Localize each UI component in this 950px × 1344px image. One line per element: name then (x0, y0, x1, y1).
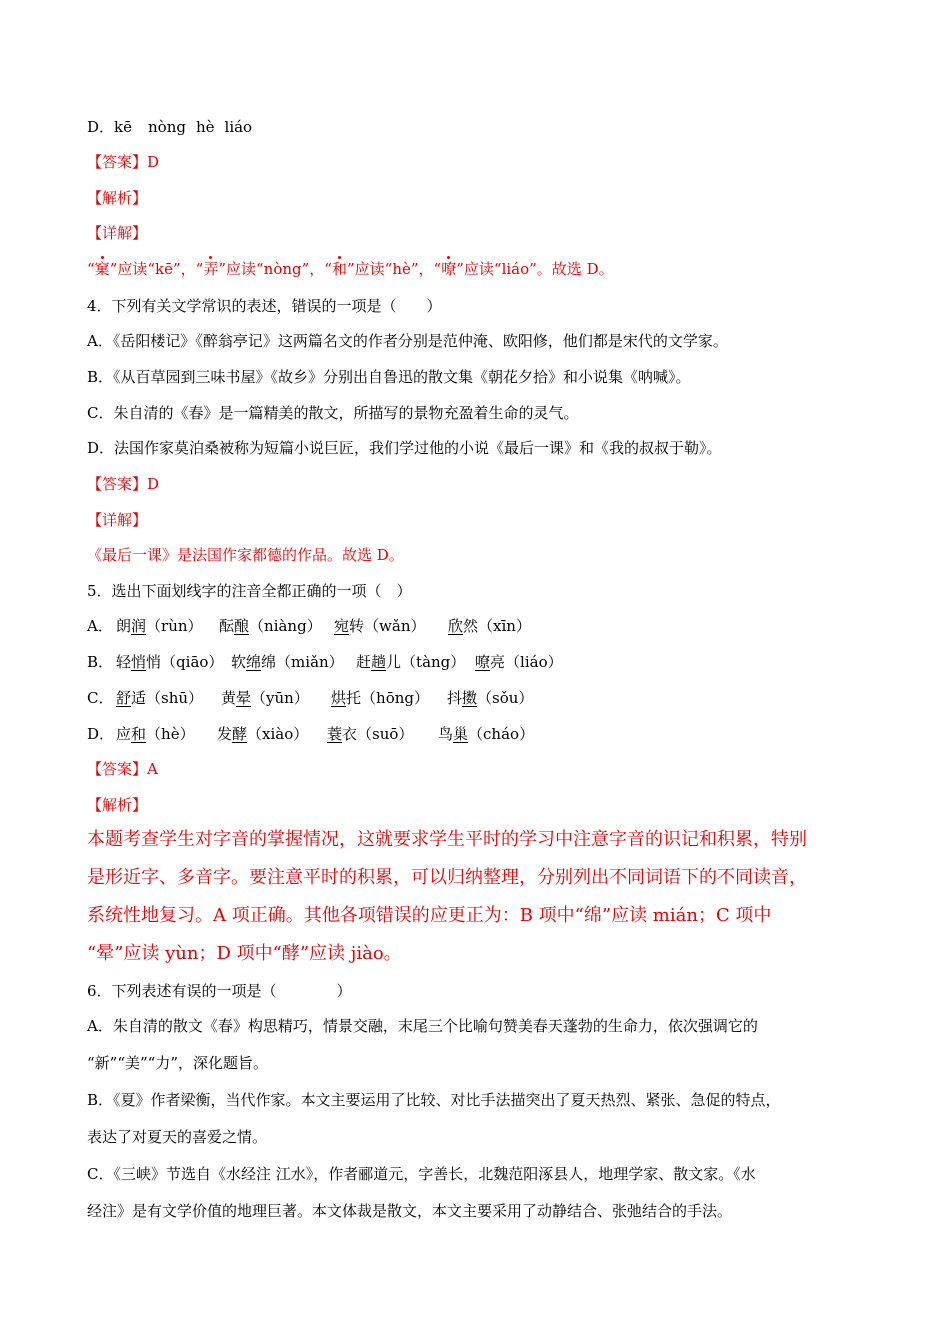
option-item: 抖擞（sǒu） (447, 689, 534, 707)
option-label: C． (87, 689, 114, 707)
q6-stem: 6．下列表述有误的一项是（ ） (87, 982, 352, 1000)
option-item: 舒适（shū） (116, 689, 204, 707)
option-item: 软绵绵（miǎn） (231, 653, 344, 671)
q3-option-d (87, 117, 252, 137)
q5-stem: 5．选出下面划线字的注音全都正确的一项（ ） (87, 582, 412, 600)
q6-line: A．朱自清的散文《春》构思精巧，情景交融，末尾三个比喻句赞美春天蓬勃的生命力，依次强调它的 (87, 1017, 758, 1035)
q6-line: 经注》是有文学价值的地理巨著。本文体裁是散文，本文主要采用了动静结合、张弛结合的手法。 (87, 1202, 733, 1220)
detail-text: ”应读“kē”，“ (109, 260, 204, 278)
q5-option-b (87, 652, 563, 672)
pinyin: hè (195, 118, 215, 136)
q5-analysis-line: “晕”应读 yùn；D 项中“酵”应读 jiào。 (87, 943, 402, 964)
option-item: 应和（hè） (116, 725, 195, 743)
dotted-char: 嘹 (441, 260, 457, 278)
detail-text: ”应读“hè”，“ (347, 260, 442, 278)
option-label: A． (87, 617, 113, 635)
option-item: 鸟巢（cháo） (438, 725, 535, 743)
q5-analysis-line: 系统性地复习。A 项正确。其他各项错误的应更正为：B 项中“绵”应读 mián；C 项中 (87, 905, 772, 926)
q4-answer: 【答案】D (87, 475, 160, 493)
option-item: 酝酿（niàng） (219, 617, 322, 635)
q4-detail: 《最后一课》是法国作家都德的作品。故选 D。 (87, 546, 404, 564)
option-item: 黄晕（yūn） (221, 689, 309, 707)
q4-stem: 4．下列有关文学常识的表述，错误的一项是（ ） (87, 297, 442, 315)
q6-line: B．《夏》作者梁衡，当代作家。本文主要运用了比较、对比手法描突出了夏天热烈、紧张、急促的特点， (87, 1091, 781, 1109)
option-label: B． (87, 653, 114, 671)
option-item: 欣然（xīn） (448, 617, 531, 635)
option-label: D． (87, 118, 115, 136)
q5-analysis-line: 是形近字、多音字。要注意平时的积累，可以归纳整理，分别列出不同词语下的不同读音， (87, 867, 807, 888)
option-item: 轻悄悄（qiāo） (116, 653, 224, 671)
q3-answer: 【答案】D (87, 153, 160, 171)
option-item: 嘹亮（liáo） (475, 653, 563, 671)
q4-option-a: A．《岳阳楼记》《醉翁亭记》这两篇名文的作者分别是范仲淹、欧阳修，他们都是宋代的文学家。 (87, 332, 728, 350)
detail-text: ”应读“nòng”，“ (218, 260, 332, 278)
dotted-char: 和 (331, 260, 347, 278)
q4-option-b: B．《从百草园到三味书屋》《故乡》分别出自鲁迅的散文集《朝花夕拾》和小说集《呐喊》。 (87, 368, 691, 386)
dotted-char: 窠 (94, 260, 110, 278)
detail-text: “ (87, 260, 95, 278)
q5-answer: 【答案】A (87, 760, 158, 778)
q6-line: “新”“美”“力”，深化题旨。 (87, 1054, 269, 1072)
option-item: 朗润（rùn） (116, 617, 203, 635)
option-item: 赶趟儿（tàng） (356, 653, 466, 671)
pinyin: liáo (224, 118, 253, 136)
option-label: D． (87, 725, 115, 743)
q5-analysis-line: 本题考查学生对字音的掌握情况，这就要求学生平时的学习中注意字音的识记和积累，特别 (87, 829, 807, 850)
option-item: 发酵（xiào） (217, 725, 309, 743)
option-item: 烘托（hōng） (331, 689, 429, 707)
detail-text: ”应读“liáo”。故选 D。 (456, 260, 614, 278)
q6-line: 表达了对夏天的喜爱之情。 (87, 1128, 268, 1146)
q5-option-a (87, 616, 531, 636)
option-item: 蓑衣（suō） (327, 725, 414, 743)
pinyin: nòng (148, 118, 186, 136)
q4-detail-tag: 【详解】 (87, 511, 148, 529)
q4-option-c: C．朱自清的《春》是一篇精美的散文，所描写的景物充盈着生命的灵气。 (87, 404, 579, 422)
q6-line: C．《三峡》节选自《水经注 江水》，作者郦道元，字善长，北魏范阳涿县人，地理学家、散文家。《水 (87, 1165, 756, 1183)
q3-detail (87, 259, 614, 279)
q5-option-d (87, 724, 535, 744)
dotted-char: 弄 (203, 260, 219, 278)
q3-detail-tag: 【详解】 (87, 224, 148, 242)
q5-option-c (87, 688, 534, 708)
q4-option-d: D．法国作家莫泊桑被称为短篇小说巨匠，我们学过他的小说《最后一课》和《我的叔叔于勒》。 (87, 439, 722, 457)
q5-analysis-tag: 【解析】 (87, 796, 148, 814)
option-item: 宛转（wǎn） (334, 617, 426, 635)
pinyin: kē (114, 118, 132, 136)
q3-analysis-tag: 【解析】 (87, 189, 148, 207)
